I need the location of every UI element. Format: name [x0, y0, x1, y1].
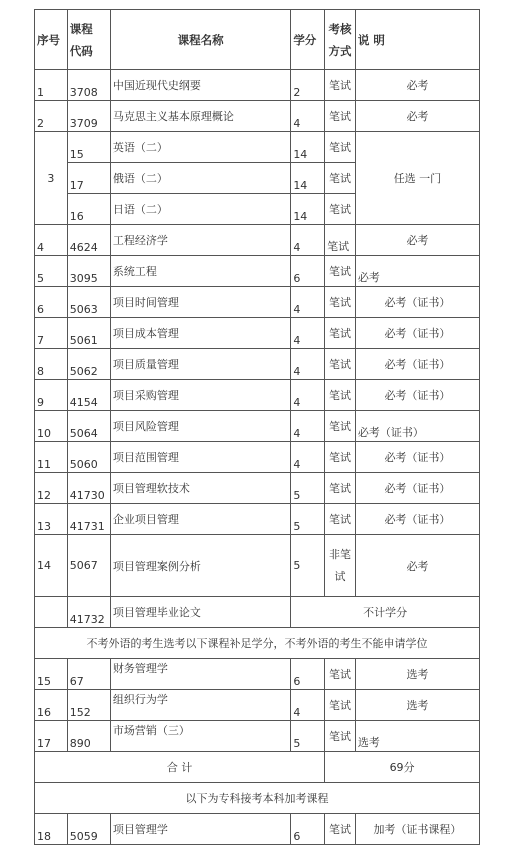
cell-exam: 笔试 [325, 349, 356, 380]
cell-credits: 4 [291, 690, 325, 721]
cell-note: 必考 [355, 70, 479, 101]
table-row [35, 225, 480, 256]
cell-exam: 笔试 [325, 194, 356, 225]
cell-name: 工程经济学 [110, 225, 290, 256]
notice-extra-courses: 以下为专科接考本科加考课程 [35, 783, 480, 814]
cell-code: 4154 [67, 380, 110, 411]
cell-index: 6 [35, 287, 68, 318]
cell-name: 项目范围管理 [110, 442, 290, 473]
cell-note: 必考（证书） [355, 380, 479, 411]
cell-exam: 笔试 [325, 163, 356, 194]
cell-code: 5060 [67, 442, 110, 473]
cell-code: 41731 [67, 504, 110, 535]
cell-note: 选考 [355, 659, 479, 690]
cell-exam: 笔试 [325, 721, 356, 752]
cell-index: 14 [35, 535, 68, 597]
table-row [35, 659, 480, 690]
cell-code: 890 [67, 721, 110, 752]
cell-name: 英语（二） [110, 132, 290, 163]
cell-exam: 笔试 [325, 256, 356, 287]
table-row [35, 380, 480, 411]
cell-exam: 笔试 [325, 473, 356, 504]
cell-note: 必考 [355, 256, 479, 287]
header-row [35, 10, 480, 70]
table-row [35, 256, 480, 287]
cell-code: 4624 [67, 225, 110, 256]
cell-code: 5062 [67, 349, 110, 380]
cell-code: 3709 [67, 101, 110, 132]
cell-code: 16 [67, 194, 110, 225]
cell-index: 16 [35, 690, 68, 721]
table-row [35, 101, 480, 132]
cell-index: 7 [35, 318, 68, 349]
cell-name: 组织行为学 [110, 690, 290, 721]
cell-name: 俄语（二） [110, 163, 290, 194]
cell-note: 必考（证书） [355, 411, 479, 442]
cell-code: 5063 [67, 287, 110, 318]
cell-index: 5 [35, 256, 68, 287]
table-row [35, 535, 480, 597]
table-row [35, 411, 480, 442]
table-row [35, 287, 480, 318]
cell-code: 15 [67, 132, 110, 163]
cell-credits: 5 [291, 721, 325, 752]
table-row [35, 504, 480, 535]
cell-index: 4 [35, 225, 68, 256]
cell-exam: 笔试 [325, 442, 356, 473]
cell-code: 41732 [67, 597, 110, 628]
cell-exam-line2: 试 [334, 569, 346, 583]
table-row [35, 70, 480, 101]
cell-exam: 笔试 [325, 814, 356, 845]
cell-note: 选考 [355, 721, 479, 752]
cell-exam: 笔试 [325, 287, 356, 318]
cell-name: 日语（二） [110, 194, 290, 225]
cell-name: 项目采购管理 [110, 380, 290, 411]
cell-credits: 5 [291, 473, 325, 504]
cell-exam: 笔试 [325, 318, 356, 349]
cell-name: 企业项目管理 [110, 504, 290, 535]
cell-index: 10 [35, 411, 68, 442]
header-credits: 学分 [291, 10, 325, 70]
cell-name: 财务管理学 [110, 659, 290, 690]
header-index: 序号 [35, 10, 68, 70]
cell-exam: 笔试 [325, 690, 356, 721]
cell-name: 中国近现代史纲要 [110, 70, 290, 101]
cell-index: 1 [35, 70, 68, 101]
cell-note: 必考（证书） [355, 473, 479, 504]
cell-name: 项目管理软技术 [110, 473, 290, 504]
cell-credits: 6 [291, 814, 325, 845]
cell-credits: 5 [291, 535, 325, 597]
cell-note: 必考（证书） [355, 287, 479, 318]
cell-index: 13 [35, 504, 68, 535]
cell-exam: 笔试 [325, 504, 356, 535]
cell-code: 5067 [67, 535, 110, 597]
table-row [35, 721, 480, 752]
header-name: 课程名称 [110, 10, 290, 70]
cell-note: 任选 一门 [355, 132, 479, 225]
cell-exam: 笔试 [325, 659, 356, 690]
cell-credits: 6 [291, 256, 325, 287]
cell-credits: 6 [291, 659, 325, 690]
cell-code: 5064 [67, 411, 110, 442]
cell-credits: 4 [291, 442, 325, 473]
cell-name: 市场营销（三） [110, 721, 290, 752]
cell-name: 项目风险管理 [110, 411, 290, 442]
cell-note: 加考（证书课程） [355, 814, 479, 845]
cell-index: 17 [35, 721, 68, 752]
cell-exam: 笔试 [325, 380, 356, 411]
cell-note: 必考（证书） [355, 442, 479, 473]
total-row [35, 752, 480, 783]
header-code-line1: 课程 [69, 21, 93, 36]
cell-code: 5061 [67, 318, 110, 349]
cell-name: 马克思主义基本原理概论 [110, 101, 290, 132]
cell-name: 项目质量管理 [110, 349, 290, 380]
cell-index: 8 [35, 349, 68, 380]
cell-exam: 笔试 [325, 101, 356, 132]
cell-index: 9 [35, 380, 68, 411]
cell-index: 11 [35, 442, 68, 473]
cell-credits: 5 [291, 504, 325, 535]
cell-code: 3708 [67, 70, 110, 101]
cell-note: 必考（证书） [355, 504, 479, 535]
cell-code: 152 [67, 690, 110, 721]
table-row [35, 132, 480, 163]
notice-row [35, 628, 480, 659]
cell-note-span: 不计学分 [291, 597, 480, 628]
table-row [35, 473, 480, 504]
cell-name: 项目时间管理 [110, 287, 290, 318]
header-code-line2: 代码 [69, 43, 93, 58]
header-note: 说 明 [355, 10, 479, 70]
cell-code: 3095 [67, 256, 110, 287]
cell-index [35, 597, 68, 628]
cell-note: 必考 [355, 225, 479, 256]
notice-foreign-language: 不考外语的考生选考以下课程补足学分，不考外语的考生不能申请学位 [35, 628, 480, 659]
total-label: 合 计 [35, 752, 325, 783]
cell-credits: 2 [291, 70, 325, 101]
cell-credits: 14 [291, 194, 325, 225]
cell-exam: 笔试 [325, 70, 356, 101]
cell-index: 18 [35, 814, 68, 845]
cell-credits: 14 [291, 163, 325, 194]
cell-credits: 4 [291, 225, 325, 256]
cell-code: 17 [67, 163, 110, 194]
cell-exam: 笔试 [325, 411, 356, 442]
cell-credits: 14 [291, 132, 325, 163]
table-row [35, 442, 480, 473]
header-exam-line1: 考核 [328, 21, 352, 36]
cell-name: 项目管理案例分析 [110, 535, 290, 597]
table-row [35, 318, 480, 349]
cell-note: 必考 [355, 535, 479, 597]
cell-index: 3 [35, 132, 68, 225]
cell-note: 必考（证书） [355, 349, 479, 380]
cell-note: 选考 [355, 690, 479, 721]
total-value: 69分 [325, 752, 480, 783]
cell-name: 项目管理学 [110, 814, 290, 845]
cell-credits: 4 [291, 101, 325, 132]
cell-credits: 4 [291, 380, 325, 411]
table-row [35, 814, 480, 845]
notice-row [35, 783, 480, 814]
header-exam-line2: 方式 [328, 43, 352, 58]
cell-credits: 4 [291, 411, 325, 442]
cell-code: 5059 [67, 814, 110, 845]
cell-note: 必考（证书） [355, 318, 479, 349]
cell-name: 项目管理毕业论文 [110, 597, 290, 628]
cell-index: 2 [35, 101, 68, 132]
cell-exam-line1: 非笔 [329, 547, 352, 561]
course-table [34, 9, 480, 845]
cell-credits: 4 [291, 349, 325, 380]
cell-code: 67 [67, 659, 110, 690]
cell-note: 必考 [355, 101, 479, 132]
cell-index: 15 [35, 659, 68, 690]
cell-code: 41730 [67, 473, 110, 504]
cell-credits: 4 [291, 287, 325, 318]
table-row [35, 597, 480, 628]
cell-credits: 4 [291, 318, 325, 349]
cell-exam: 笔试 [325, 132, 356, 163]
cell-name: 系统工程 [110, 256, 290, 287]
table-row [35, 349, 480, 380]
cell-name: 项目成本管理 [110, 318, 290, 349]
cell-exam: 笔试 [325, 225, 356, 256]
cell-index: 12 [35, 473, 68, 504]
table-row [35, 690, 480, 721]
